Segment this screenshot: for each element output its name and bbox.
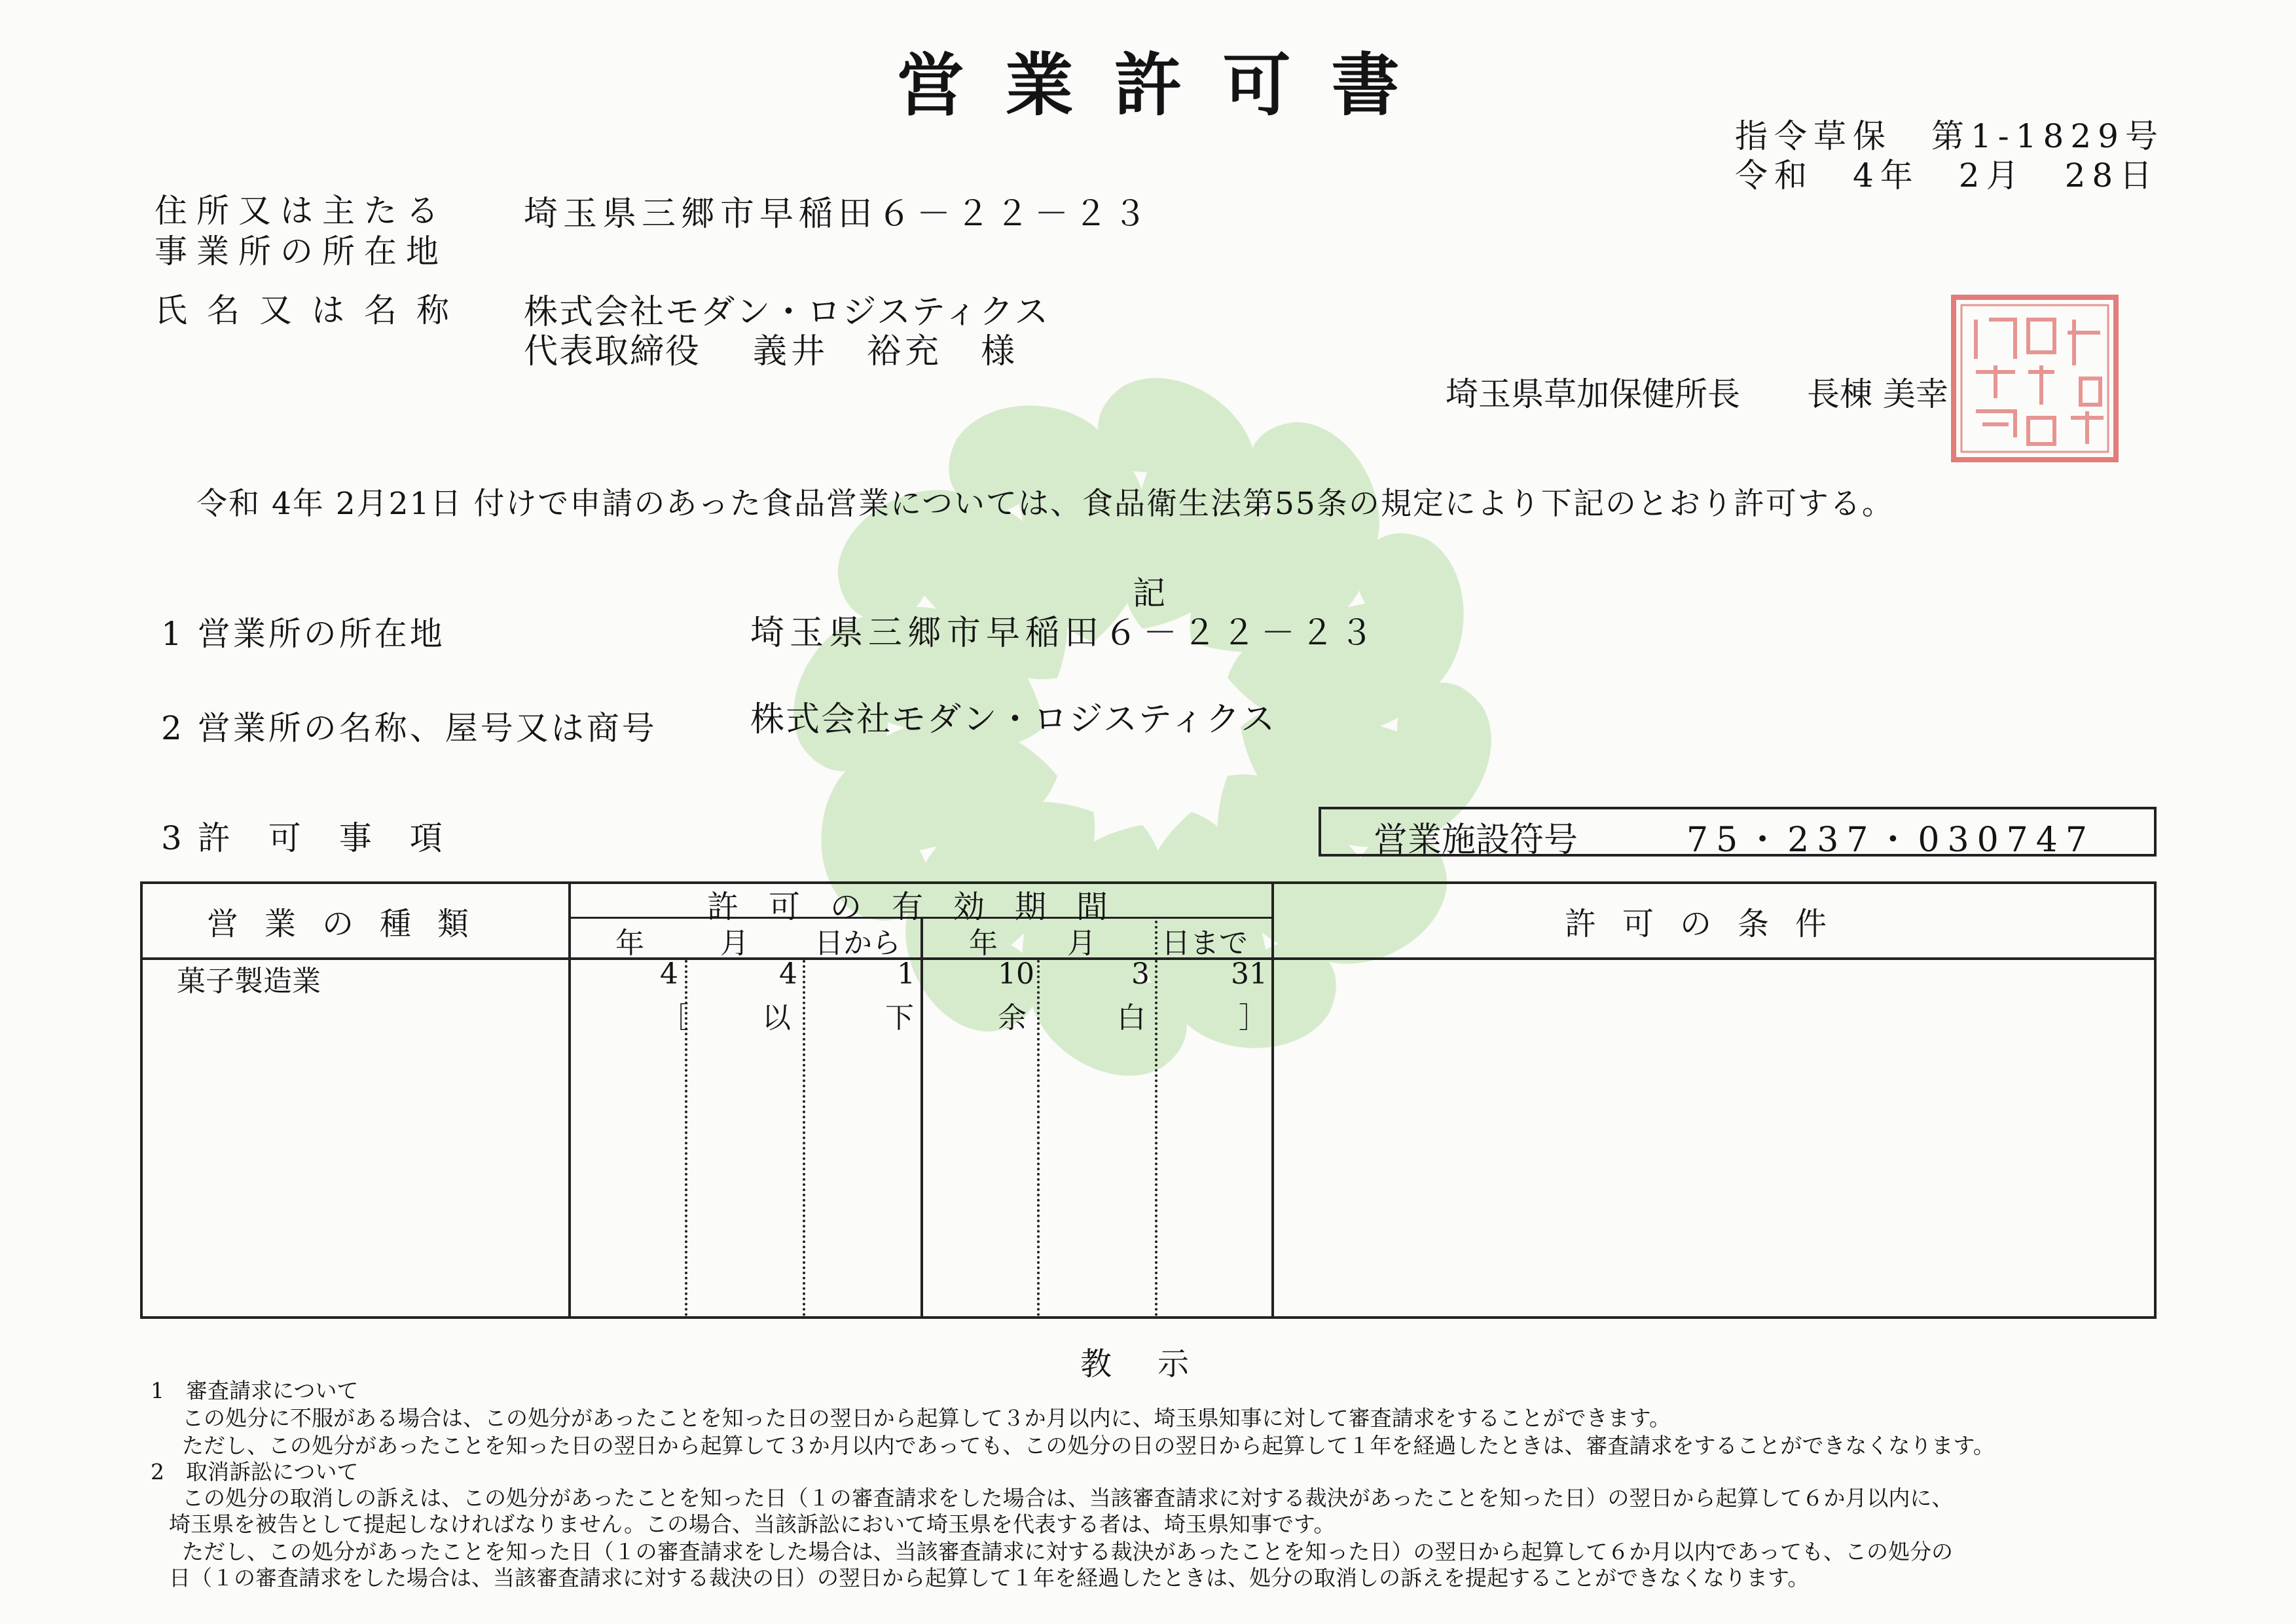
item2-label: 2 営業所の名称、屋号又は商号 (161, 709, 657, 747)
notice-s2-title: 2 取消訴訟について (151, 1459, 359, 1485)
blank-bracket-close: ］ (1239, 1001, 1267, 1035)
permit-table (140, 881, 2157, 1319)
dotted-divider (1155, 960, 1157, 1316)
sub-day-to: 日まで (1161, 927, 1248, 960)
ki-label: 記 (1133, 574, 1165, 612)
notice-s1-line2: ただし、この処分があったことを知った日の翌日から起算して３か月以内であっても、この処分の日の翌日から起算して１年を経過したときは、審査請求をすることができなくなります。 (182, 1433, 1995, 1458)
header-validity: 許可の有効期間 (707, 889, 1139, 925)
item1-value: 埼玉県三郷市早稲田６－２２－２３ (750, 614, 1379, 653)
from-year: 4 (660, 957, 678, 991)
address-value: 埼玉県三郷市早稲田６－２２－２３ (524, 194, 1153, 234)
col-divider-from-to (920, 918, 923, 1316)
notice-s2-line2: 埼玉県を被告として提起しなければなりません。この場合、当該訴訟において埼玉県を代表する者は、埼玉県知事です。 (169, 1511, 1336, 1537)
facility-code-label: 営業施設符号 (1374, 821, 1578, 860)
dotted-divider (1037, 960, 1040, 1316)
to-year: 10 (998, 957, 1034, 991)
item3-label: 3 許 可 事 項 (161, 819, 445, 857)
issuer-name: 長棟 美幸 (1807, 375, 1948, 413)
dotted-divider (803, 960, 805, 1316)
sub-year-from: 年 (615, 927, 644, 960)
official-seal (1950, 293, 2120, 464)
dotted-divider (1155, 921, 1157, 955)
from-month: 4 (779, 957, 797, 991)
sub-month-from: 月 (720, 927, 749, 960)
business-type-value: 菓子製造業 (177, 965, 321, 998)
blank-char-2: 下 (885, 1001, 914, 1035)
representative-title: 代表取締役 (524, 332, 701, 371)
col-divider-1 (568, 884, 571, 1316)
notice-s1-title: 1 審査請求について (151, 1378, 359, 1403)
sub-year-to: 年 (969, 927, 998, 960)
document-number: 指令草保 第1-1829号 (1735, 117, 2164, 155)
notice-s1-line1: この処分に不服がある場合は、この処分があったことを知った日の翌日から起算して３か月以内に、埼玉県知事に対して審査請求をすることができます。 (182, 1405, 1671, 1431)
name-label: 氏名又は名称 (155, 291, 469, 329)
sub-day-from: 日から (814, 927, 901, 960)
notice-heading: 教示 (1080, 1346, 1235, 1382)
representative-name: 義井 裕充 様 (753, 332, 1019, 371)
issuer-office: 埼玉県草加保健所長 (1446, 375, 1740, 413)
blank-char-3: 余 (998, 1001, 1027, 1035)
blank-bracket-open: ［ (660, 1001, 689, 1035)
main-text: 令和 4年 2月21日 付けで申請のあった食品営業については、食品衛生法第55条の規定により下記のとおり許可する。 (196, 486, 1894, 522)
facility-code: 75・237・030747 (1686, 821, 2095, 860)
issue-date: 令和 4年 2月 28日 (1735, 157, 2159, 194)
address-label-line1: 住所又は主たる (155, 192, 448, 230)
company-name: 株式会社モダン・ロジスティクス (524, 293, 1050, 332)
from-day: 1 (897, 957, 915, 991)
item1-label: 1 営業所の所在地 (161, 615, 445, 653)
header-business-type: 営業の種類 (207, 906, 496, 942)
blank-char-4: 白 (1117, 1001, 1146, 1035)
header-conditions: 許可の条件 (1565, 906, 1853, 942)
item2-value: 株式会社モダン・ロジスティクス (750, 700, 1277, 739)
blank-char-1: 以 (762, 1001, 791, 1035)
address-label-line2: 事業所の所在地 (155, 232, 448, 270)
sub-month-to: 月 (1067, 927, 1096, 960)
to-day: 31 (1231, 957, 1267, 991)
document-title: 営業許可書 (896, 45, 1440, 125)
notice-s2-line3: ただし、この処分があったことを知った日（１の審査請求をした場合は、当該審査請求に対する裁決があったことを知った日）の翌日から起算して６か月以内であっても、この処分の (182, 1539, 1954, 1564)
to-month: 3 (1131, 957, 1150, 991)
col-divider-2 (1271, 884, 1274, 1316)
notice-s2-line4: 日（１の審査請求をした場合は、当該審査請求に対する裁決の日）の翌日から起算して１年を経過したときは、処分の取消しの訴えを提起することができなくなります。 (169, 1565, 1810, 1591)
notice-s2-line1: この処分の取消しの訴えは、この処分があったことを知った日（１の審査請求をした場合は、当該審査請求に対する裁決があったことを知った日）の翌日から起算して６か月以内に、 (182, 1485, 1954, 1511)
